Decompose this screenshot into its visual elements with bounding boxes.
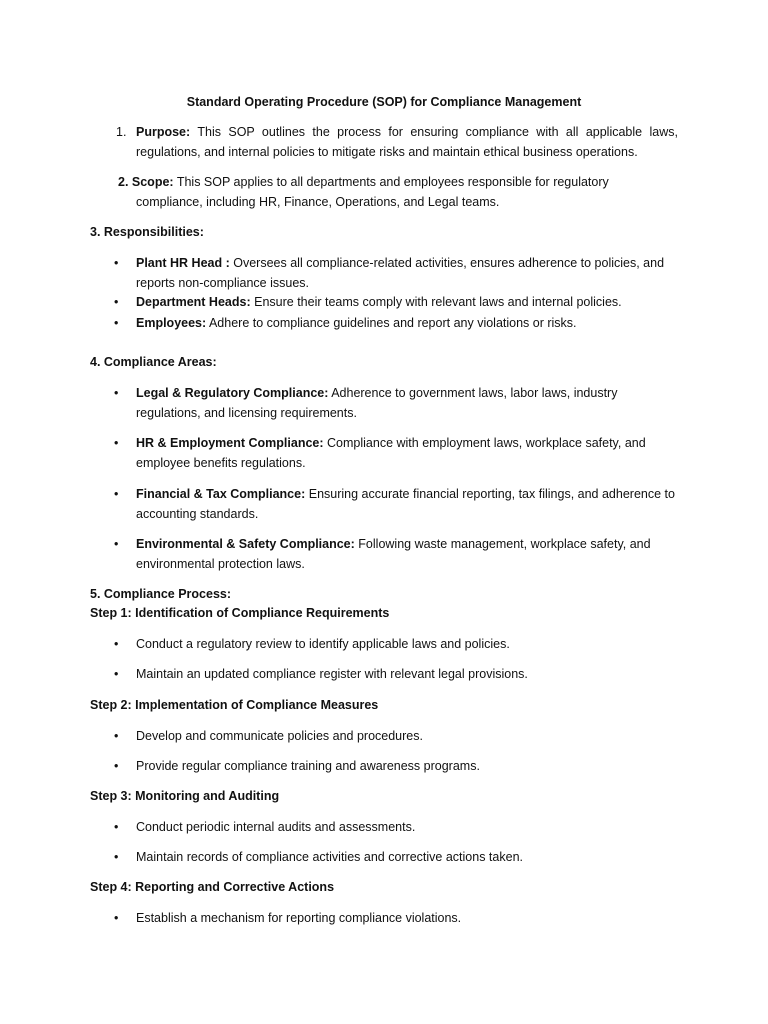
item-label: HR & Employment Compliance: [136, 436, 324, 450]
list-item [90, 847, 680, 867]
purpose-section [90, 122, 678, 162]
item-label: Department Heads: [136, 295, 251, 309]
list-item [90, 253, 680, 293]
step-heading: Step 2: Implementation of Compliance Measures [90, 698, 379, 712]
item-text: Ensure their teams comply with relevant laws and internal policies. [254, 295, 622, 309]
bullet-icon: • [114, 386, 119, 400]
responsibilities-heading: 3. Responsibilities: [90, 225, 204, 239]
item-label: Environmental & Safety Compliance: [136, 537, 355, 551]
list-item [90, 484, 680, 524]
bullet-icon: • [114, 637, 119, 651]
list-item [90, 383, 680, 423]
item-label: Financial & Tax Compliance: [136, 487, 306, 501]
step-heading: Step 3: Monitoring and Auditing [90, 789, 280, 803]
item-text: Maintain records of compliance activities and corrective actions taken. [136, 850, 523, 864]
scope-text: This SOP applies to all departments and employees responsible for regulatory compliance, including HR, Finance, Operations, and Legal teams. [136, 175, 609, 209]
compliance-areas-heading: 4. Compliance Areas: [90, 355, 217, 369]
bullet-icon: • [114, 667, 119, 681]
list-item [90, 726, 680, 746]
bullet-icon: • [114, 820, 119, 834]
list-item [90, 433, 680, 473]
list-item [90, 634, 680, 654]
bullet-icon: • [114, 316, 119, 330]
item-text: Establish a mechanism for reporting compliance violations. [136, 911, 462, 925]
item-label: Plant HR Head : [136, 256, 230, 270]
item-text: Conduct a regulatory review to identify applicable laws and policies. [136, 637, 510, 651]
document-title: Standard Operating Procedure (SOP) for Compliance Management [186, 95, 582, 109]
item-text: Compliance with employment laws, workplace safety, and employee benefits regulations. [136, 436, 646, 470]
item-text: Adherence to government laws, labor laws, industry regulations, and licensing requirements. [136, 386, 618, 420]
bullet-icon: • [114, 759, 119, 773]
step-heading: Step 4: Reporting and Corrective Actions [90, 880, 335, 894]
list-item [90, 908, 680, 928]
bullet-icon: • [114, 256, 119, 270]
bullet-icon: • [114, 487, 119, 501]
item-text: Ensuring accurate financial reporting, tax filings, and adherence to accounting standards. [136, 487, 675, 521]
purpose-text: This SOP outlines the process for ensuring compliance with all applicable laws, regulations, and internal policies to mitigate risks and maintain ethical business operations. [136, 125, 678, 159]
bullet-icon: • [114, 729, 119, 743]
list-item [90, 534, 680, 574]
item-label: Legal & Regulatory Compliance: [136, 386, 329, 400]
list-item [90, 756, 680, 776]
bullet-icon: • [114, 911, 119, 925]
compliance-process-heading: 5. Compliance Process: [90, 587, 232, 601]
purpose-number: 1. [116, 125, 127, 139]
purpose-label: Purpose: [136, 125, 191, 139]
bullet-icon: • [114, 436, 119, 450]
item-text: Following waste management, workplace safety, and environmental protection laws. [136, 537, 651, 571]
item-text: Conduct periodic internal audits and assessments. [136, 820, 416, 834]
item-text: Develop and communicate policies and procedures. [136, 729, 423, 743]
bullet-icon: • [114, 537, 119, 551]
item-text: Maintain an updated compliance register with relevant legal provisions. [136, 667, 528, 681]
item-text: Provide regular compliance training and awareness programs. [136, 759, 480, 773]
list-item [90, 292, 680, 312]
list-item [90, 313, 680, 333]
item-text: Oversees all compliance-related activities, ensures adherence to policies, and reports non-compliance issues. [136, 256, 665, 290]
scope-section [118, 172, 678, 212]
list-item [90, 664, 680, 684]
bullet-icon: • [114, 295, 119, 309]
item-label: Employees: [136, 316, 207, 330]
list-item [90, 817, 680, 837]
item-text: Adhere to compliance guidelines and report any violations or risks. [208, 316, 577, 330]
bullet-icon: • [114, 850, 119, 864]
scope-label: 2. Scope: [118, 175, 174, 189]
step-heading: Step 1: Identification of Compliance Requirements [90, 606, 390, 620]
